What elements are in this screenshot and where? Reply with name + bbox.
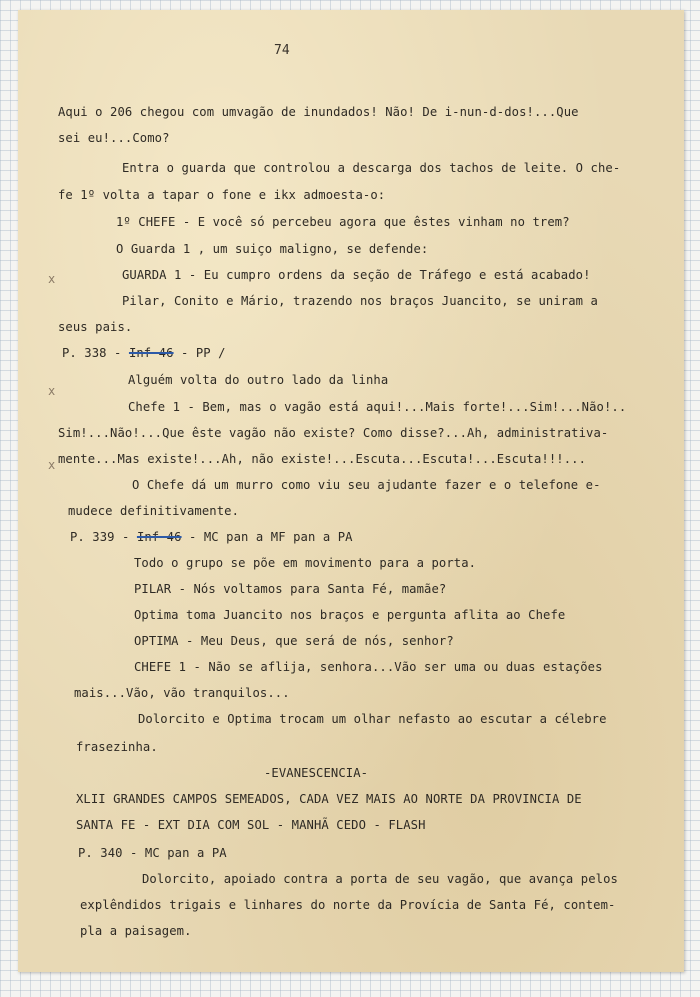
shot-code: - MC pan a MF pan a PA — [181, 530, 353, 544]
text-line: Optima toma Juancito nos braços e pergunta aflita ao Chefe — [134, 608, 566, 622]
text-line: PILAR - Nós voltamos para Santa Fé, mamãe? — [134, 582, 447, 596]
scene-number: P. 338 - — [62, 346, 129, 360]
scene-header-340: P. 340 - MC pan a PA — [78, 846, 227, 860]
page-number: 74 — [274, 43, 290, 58]
text-line: pla a paisagem. — [80, 924, 192, 938]
text-line: O Guarda 1 , um suiço maligno, se defende: — [116, 242, 429, 256]
text-line: Pilar, Conito e Mário, trazendo nos braços Juancito, se uniram a — [122, 294, 598, 308]
scene-header-338 — [62, 346, 226, 360]
text-line: 1º CHEFE - E você só percebeu agora que êstes vinham no trem? — [116, 215, 570, 229]
text-line: seus pais. — [58, 320, 133, 334]
text-line: mente...Mas existe!...Ah, não existe!...Escuta...Escuta!...Escuta!!!... — [58, 452, 587, 466]
text-line: OPTIMA - Meu Deus, que será de nós, senhor? — [134, 634, 454, 648]
text-line: Sim!...Não!...Que êste vagão não existe? Como disse?...Ah, administrativa- — [58, 426, 609, 440]
scene-header-339 — [70, 530, 353, 544]
text-line: Alguém volta do outro lado da linha — [128, 373, 389, 387]
text-line: mais...Vão, vão tranquilos... — [74, 686, 290, 700]
text-line: Dolorcito, apoiado contra a porta de seu vagão, que avança pelos — [142, 872, 618, 886]
struck-text: Inf 46 — [136, 530, 182, 544]
text-line: frasezinha. — [76, 740, 158, 754]
text-line: GUARDA 1 - Eu cumpro ordens da seção de Tráfego e está acabado! — [122, 268, 591, 282]
scene-number: P. 339 - — [70, 530, 137, 544]
text-line: fe 1º volta a tapar o fone e ikx admoesta-o: — [58, 188, 386, 202]
text-line: mudece definitivamente. — [68, 504, 240, 518]
struck-text: Inf 46 — [128, 346, 174, 360]
text-line: explêndidos trigais e linhares do norte da Provícia de Santa Fé, contem- — [80, 898, 616, 912]
text-line: Aqui o 206 chegou com umvagão de inundados! Não! De i-nun-d-dos!...Que — [58, 105, 579, 119]
text-line: CHEFE 1 - Não se aflija, senhora...Vão ser uma ou duas estações — [134, 660, 603, 674]
text-line: Todo o grupo se põe em movimento para a porta. — [134, 556, 477, 570]
scene-heading: XLII GRANDES CAMPOS SEMEADOS, CADA VEZ MAIS AO NORTE DA PROVINCIA DE — [76, 792, 582, 806]
margin-mark: x — [48, 458, 56, 472]
text-line: O Chefe dá um murro como viu seu ajudante fazer e o telefone e- — [132, 478, 601, 492]
text-line: Entra o guarda que controlou a descarga dos tachos de leite. O che- — [122, 161, 621, 175]
transition-heading: -EVANESCENCIA- — [264, 766, 369, 780]
shot-code: - PP / — [173, 346, 226, 360]
scene-heading: SANTA FE - EXT DIA COM SOL - MANHÃ CEDO - FLASH — [76, 818, 426, 832]
text-line: sei eu!...Como? — [58, 131, 170, 145]
text-line: Dolorcito e Optima trocam um olhar nefasto ao escutar a célebre — [138, 712, 607, 726]
margin-mark: x — [48, 384, 56, 398]
typed-page — [18, 10, 684, 972]
margin-mark: x — [48, 272, 56, 286]
text-line: Chefe 1 - Bem, mas o vagão está aqui!...Mais forte!...Sim!...Não!.. — [128, 400, 627, 414]
